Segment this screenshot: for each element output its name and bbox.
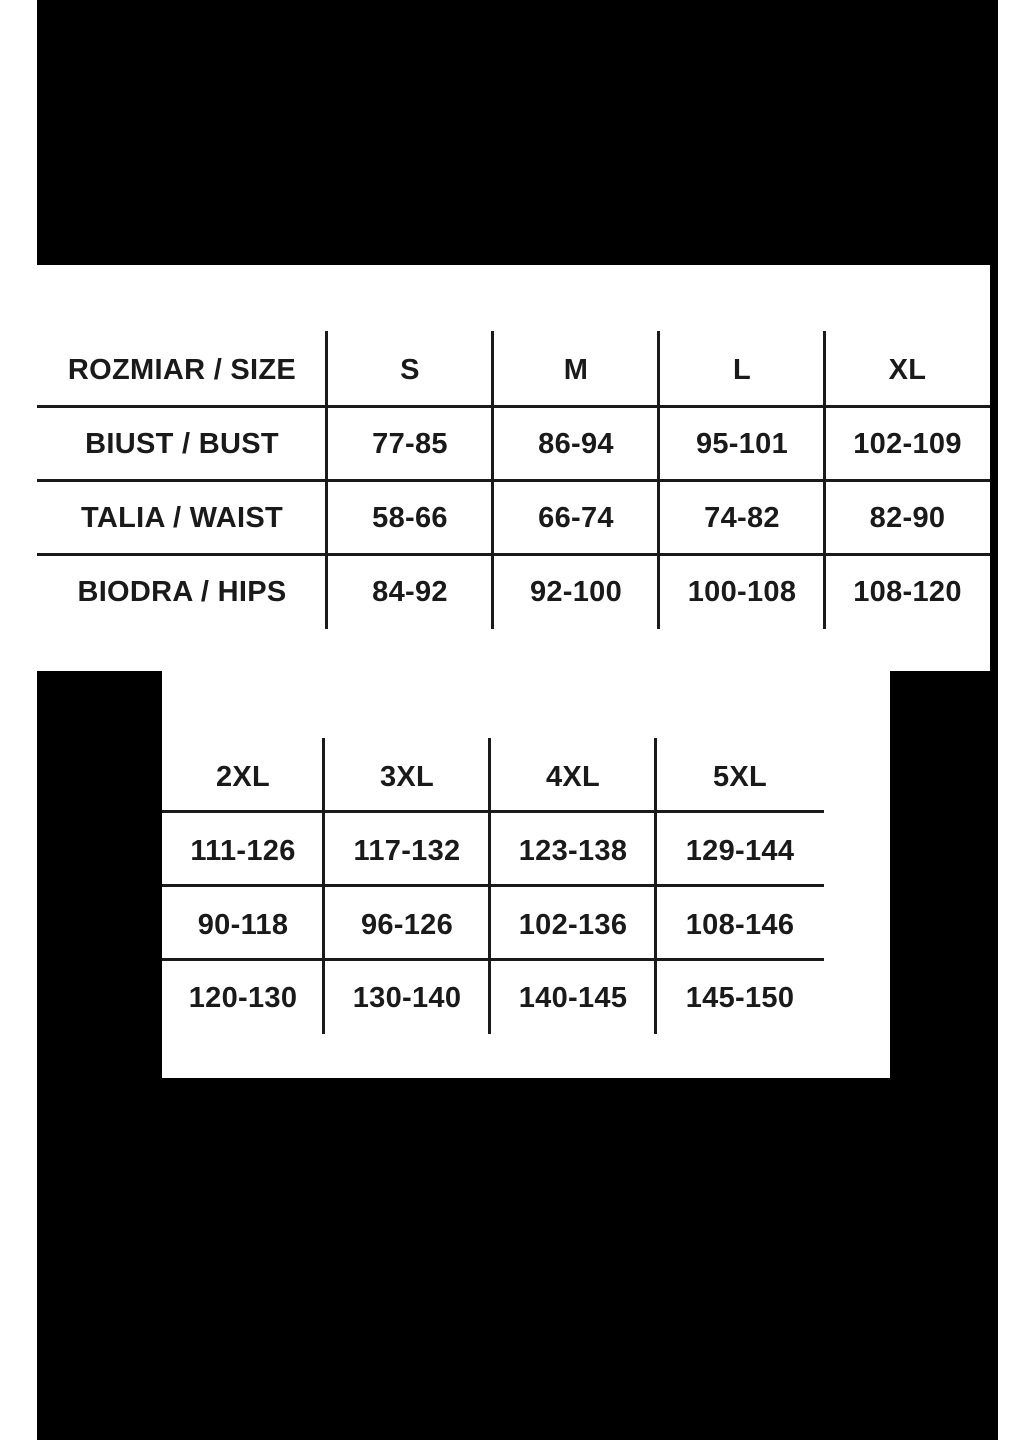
size-header-s: S: [400, 353, 420, 386]
bust-2xl: 111-126: [190, 834, 296, 867]
size-header-3xl: 3XL: [379, 760, 435, 793]
background-right-strip: [990, 265, 998, 671]
hips-5xl: 145-150: [685, 981, 795, 1014]
background-top: [37, 0, 998, 265]
waist-4xl: 102-136: [518, 908, 628, 941]
hips-xl: 108-120: [853, 575, 962, 608]
waist-3xl: 96-126: [360, 908, 454, 941]
table-1-row-divider: [37, 553, 990, 556]
size-header-4xl: 4XL: [545, 760, 601, 793]
bust-3xl: 117-132: [353, 834, 461, 867]
background-right-gap: [890, 671, 998, 1078]
table-1-row-divider: [37, 479, 990, 482]
bust-xl: 102-109: [853, 427, 962, 460]
table-2-row-divider: [162, 810, 824, 813]
size-header-5xl: 5XL: [712, 760, 768, 793]
size-table-2: [162, 671, 890, 1078]
waist-s: 58-66: [372, 501, 448, 534]
row-label-bust: BIUST / BUST: [85, 427, 279, 460]
row-label-size: ROZMIAR / SIZE: [67, 353, 297, 386]
table-2-row-divider: [162, 884, 824, 887]
waist-l: 74-82: [704, 501, 780, 534]
hips-m: 92-100: [529, 575, 623, 608]
table-2-row-divider: [162, 958, 824, 961]
waist-2xl: 90-118: [197, 908, 289, 941]
size-header-2xl: 2XL: [215, 760, 271, 793]
background-bottom: [37, 1078, 998, 1440]
hips-3xl: 130-140: [352, 981, 462, 1014]
table-1-row-divider: [37, 405, 990, 408]
waist-xl: 82-90: [869, 501, 946, 534]
size-header-m: M: [563, 353, 589, 386]
size-header-l: L: [732, 353, 751, 386]
background-left-gap: [37, 671, 162, 1078]
hips-l: 100-108: [687, 575, 797, 608]
hips-2xl: 120-130: [188, 981, 298, 1014]
size-table-1: [37, 265, 990, 671]
row-label-hips: BIODRA / HIPS: [77, 575, 287, 608]
bust-4xl: 123-138: [518, 834, 628, 867]
waist-5xl: 108-146: [685, 908, 795, 941]
bust-5xl: 129-144: [685, 834, 795, 867]
hips-s: 84-92: [372, 575, 448, 608]
hips-4xl: 140-145: [518, 981, 628, 1014]
waist-m: 66-74: [538, 501, 614, 534]
bust-m: 86-94: [538, 427, 614, 460]
bust-l: 95-101: [695, 427, 789, 460]
row-label-waist: TALIA / WAIST: [80, 501, 284, 534]
bust-s: 77-85: [372, 427, 448, 460]
size-header-xl: XL: [888, 353, 927, 386]
